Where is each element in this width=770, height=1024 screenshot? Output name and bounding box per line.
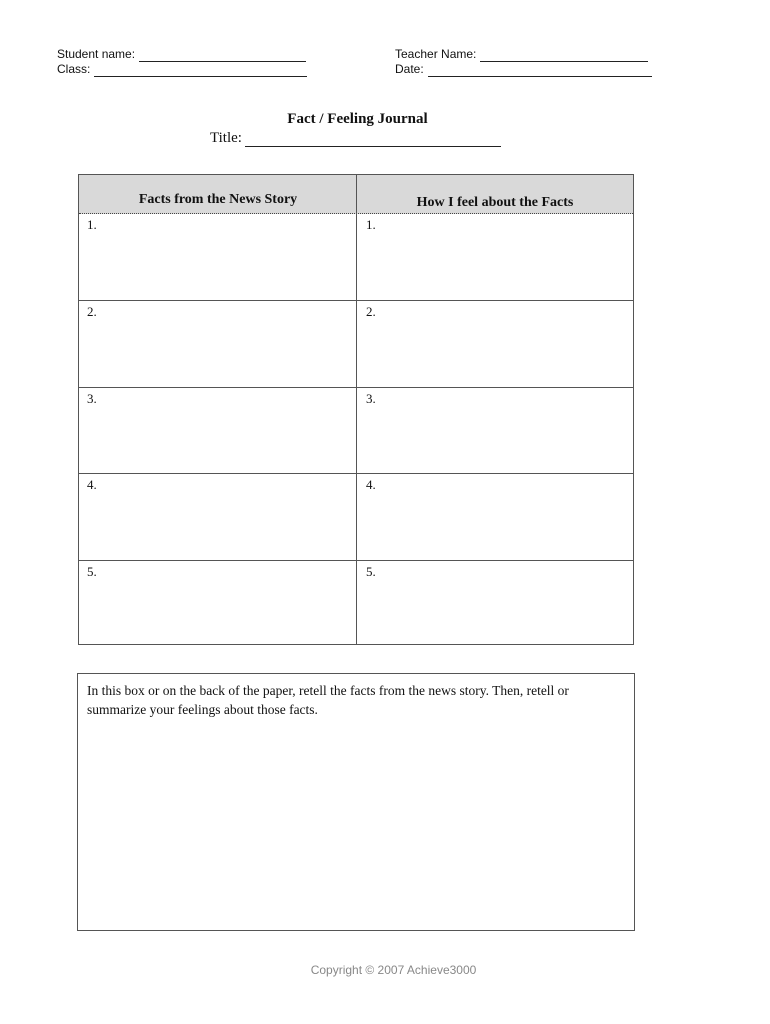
page-title: Fact / Feeling Journal [287, 111, 428, 127]
feeling-cell[interactable]: 4. [366, 477, 376, 492]
date-blank[interactable] [428, 65, 652, 77]
teacher-name-label: Teacher Name: [395, 47, 477, 61]
title-blank[interactable] [245, 133, 501, 147]
student-name-field [57, 47, 306, 62]
fact-cell[interactable]: 1. [87, 217, 97, 232]
feeling-cell[interactable]: 1. [366, 217, 376, 232]
date-field [395, 62, 652, 77]
column-divider [356, 175, 357, 644]
fact-feeling-table [78, 174, 634, 645]
facts-column-header: Facts from the News Story [138, 192, 298, 207]
retell-instructions: In this box or on the back of the paper, retell the facts from the news story. Then, retell or summarize your feelings about those facts. [87, 683, 569, 717]
fact-cell[interactable]: 2. [87, 304, 97, 319]
class-label: Class: [57, 62, 91, 76]
fact-cell[interactable]: 3. [87, 391, 97, 406]
feeling-cell[interactable]: 5. [366, 564, 376, 579]
retell-box[interactable] [77, 673, 635, 931]
student-name-label: Student name: [57, 47, 136, 61]
teacher-name-blank[interactable] [480, 50, 648, 62]
class-blank[interactable] [94, 65, 307, 77]
title-field [210, 130, 501, 147]
fact-cell[interactable]: 5. [87, 564, 97, 579]
student-name-blank[interactable] [139, 50, 306, 62]
feeling-cell[interactable]: 2. [366, 304, 376, 319]
date-label: Date: [395, 62, 424, 76]
teacher-name-field [395, 47, 648, 62]
copyright-notice: Copyright © 2007 Achieve3000 [310, 963, 477, 977]
feelings-column-header: How I feel about the Facts [416, 195, 574, 210]
fact-cell[interactable]: 4. [87, 477, 97, 492]
title-label: Title: [210, 130, 242, 146]
class-field [57, 62, 307, 77]
feeling-cell[interactable]: 3. [366, 391, 376, 406]
